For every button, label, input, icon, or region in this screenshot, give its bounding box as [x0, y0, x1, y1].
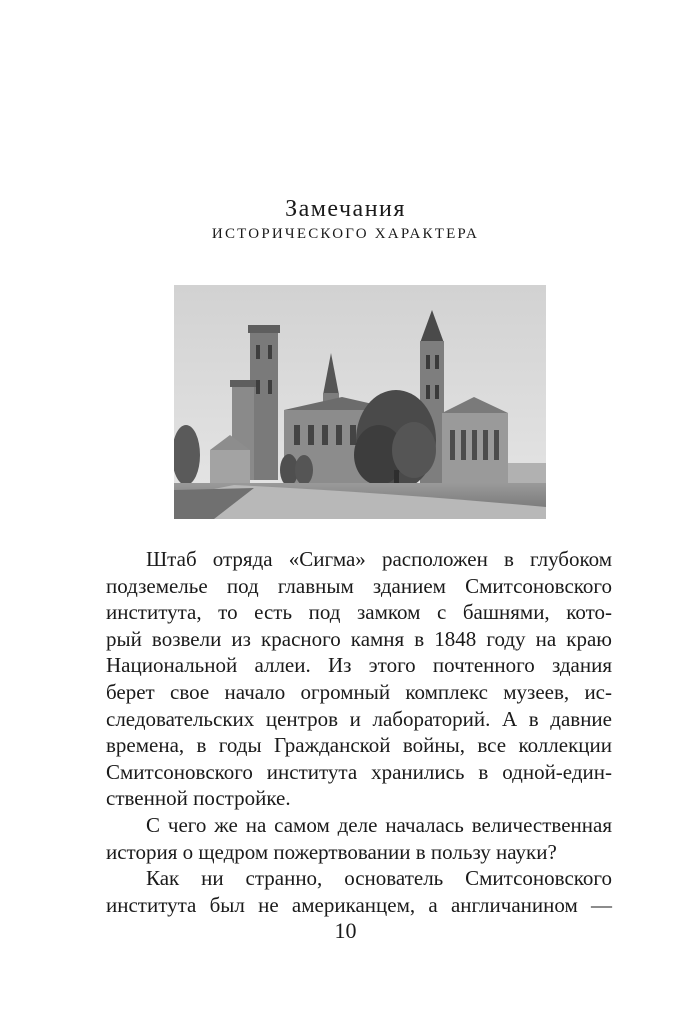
body-text	[106, 546, 612, 918]
paragraph-3	[106, 865, 612, 918]
text-line: Как ни странно, основатель Смитсоновского	[146, 866, 612, 891]
text-line: времена, в годы Гражданской войны, все коллекции	[106, 733, 612, 758]
paragraph-2	[106, 812, 612, 865]
chapter-title-line2: ИСТОРИЧЕСКОГО ХАРАКТЕРА	[211, 226, 480, 242]
smithsonian-castle-photo	[174, 285, 546, 519]
text-line: С чего же на самом деле началась величественная	[146, 812, 612, 837]
text-line: рый возвели из красного камня в 1848 году на краю	[106, 626, 612, 651]
text-line: ственной постройке.	[106, 786, 291, 811]
text-line: института был не американцем, а англичанином —	[106, 892, 612, 917]
text-line: история о щедром пожертвовании в пользу науки?	[106, 839, 557, 864]
text-line: института, то есть под замком с башнями, кото-	[106, 600, 612, 625]
paragraph-1	[106, 546, 612, 812]
text-line: берет свое начало огромный комплекс музеев, ис-	[106, 679, 612, 704]
text-line: Смитсоновского института хранились в одной-един-	[106, 759, 612, 784]
page-number: 10	[334, 918, 357, 943]
text-line: следовательских центров и лабораторий. А в давние	[106, 706, 612, 731]
chapter-title-line1	[0, 196, 691, 223]
text-line: подземелье под главным зданием Смитсоновского	[106, 573, 612, 598]
text-line: Национальной аллеи. Из этого почтенного здания	[106, 653, 612, 678]
title-text: Замечания	[285, 196, 406, 222]
text-line: Штаб отряда «Сигма» расположен в глубоком	[146, 547, 612, 571]
